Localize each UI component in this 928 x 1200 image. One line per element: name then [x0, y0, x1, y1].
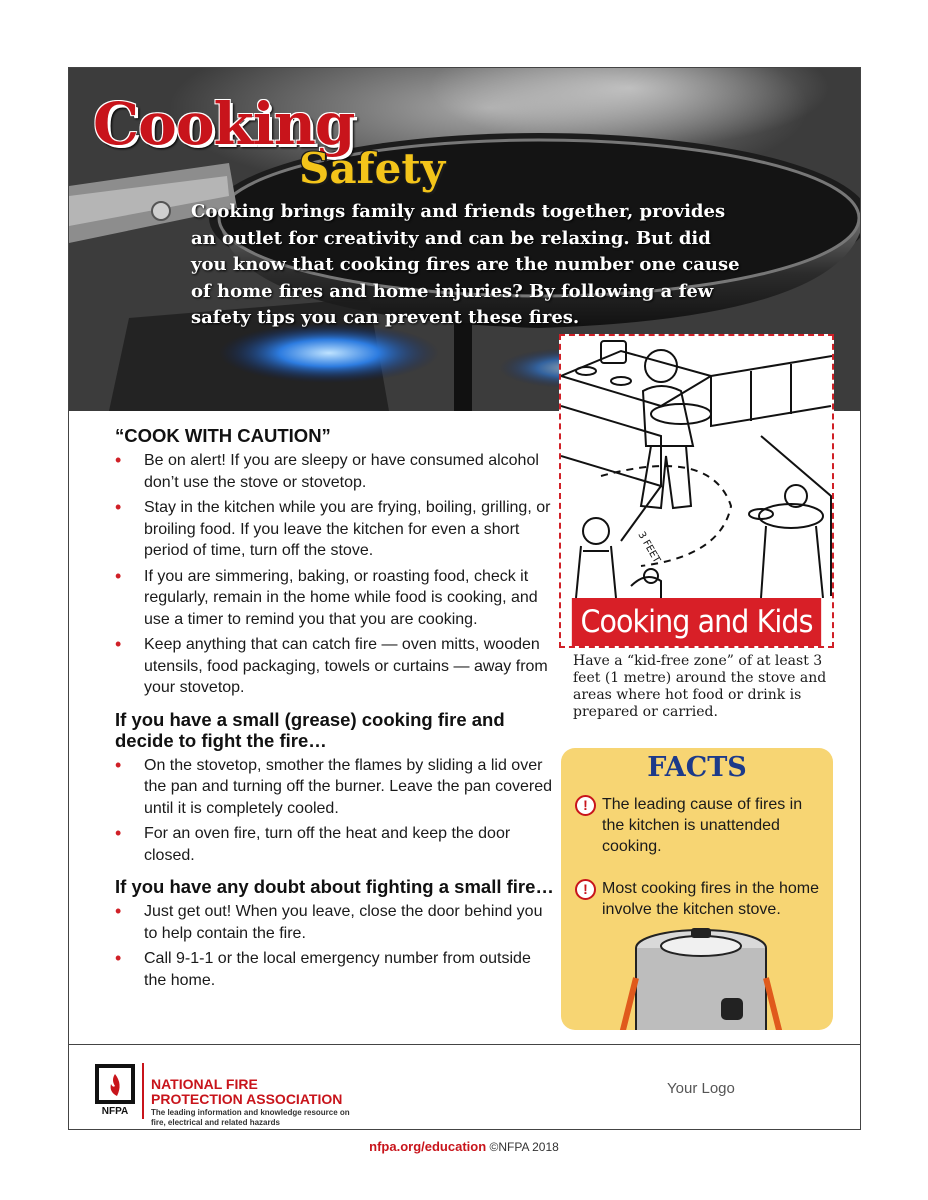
fact-item — [575, 794, 823, 857]
org-tagline: The leading information and knowledge resource on fire, electrical and related hazards — [151, 1108, 350, 1127]
grease-fire-list — [115, 755, 555, 867]
list-item: • If you are simmering, baking, or roasting food, check it regularly, remain in the home while food is cooking, and use a timer to remind you that you are cooking. — [115, 566, 555, 631]
title-cooking: Cooking — [93, 90, 355, 158]
nfpa-logo-text: NFPA — [101, 1106, 129, 1116]
list-item: • Be on alert! If you are sleepy or have consumed alcohol don’t use the stove or stovetop. — [115, 450, 555, 493]
copyright: ©NFPA 2018 — [489, 1140, 559, 1154]
footer-divider — [142, 1063, 144, 1119]
kitchen-drawing — [561, 336, 832, 598]
cooking-and-kids-banner: Cooking and Kids — [572, 598, 821, 646]
intro-paragraph: Cooking brings family and friends together, provides an outlet for creativity and can be relaxing. But did you know that cooking fires are the number one cause of home fires and home injuries? By following a few safety tips you can prevent these fires. — [191, 201, 740, 328]
section-heading-grease-fire: If you have a small (grease) cooking fire and decide to fight the fire… — [115, 708, 505, 751]
fact-item — [575, 878, 823, 920]
list-item: • Just get out! When you leave, close the door behind you to help contain the fire. — [115, 901, 555, 944]
your-logo-placeholder: Your Logo — [667, 1080, 735, 1097]
exclamation-icon: ! — [575, 879, 596, 900]
list-item: • On the stovetop, smother the flames by sliding a lid over the pan and turning off the burner. Leave the pan covered until it is completely cooled. — [115, 755, 555, 820]
footer — [69, 1044, 861, 1130]
caution-list — [115, 450, 555, 699]
fact-text: The leading cause of fires in the kitchen is unattended cooking. — [602, 796, 803, 855]
title-safety: Safety — [299, 144, 446, 193]
distance-label: 3 FEET — [635, 530, 662, 565]
bottom-credit — [0, 1139, 928, 1154]
website-link[interactable]: nfpa.org/education — [369, 1139, 487, 1154]
cooking-and-kids-illustration — [559, 334, 834, 648]
facts-title: FACTS — [647, 752, 747, 783]
section-heading-doubt: If you have any doubt about fighting a small fire… — [115, 876, 554, 897]
list-item: • Call 9-1-1 or the local emergency number from outside the home. — [115, 948, 555, 991]
doubt-list — [115, 901, 555, 991]
nfpa-logo — [95, 1064, 135, 1116]
main-content — [115, 425, 555, 995]
section-heading-caution: “COOK WITH CAUTION” — [115, 425, 331, 446]
stove-pot-illustration — [611, 918, 791, 1030]
facts-panel — [561, 748, 833, 1030]
fact-text: Most cooking fires in the home involve the kitchen stove. — [602, 880, 819, 918]
org-name: NATIONAL FIRE PROTECTION ASSOCIATION — [151, 1076, 343, 1107]
exclamation-icon: ! — [575, 795, 596, 816]
flyer-page — [68, 67, 861, 1130]
list-item: • Keep anything that can catch fire — oven mitts, wooden utensils, food packaging, towels or curtains — away from your stovetop. — [115, 634, 555, 699]
kid-free-zone-text: Have a “kid-free zone” of at least 3 feet (1 metre) around the stove and areas where hot food or drink is prepared or carried. — [573, 653, 827, 720]
list-item: • Stay in the kitchen while you are frying, boiling, grilling, or broiling food. If you leave the kitchen for even a short period of time, turn off the stove. — [115, 497, 555, 562]
list-item: • For an oven fire, turn off the heat and keep the door closed. — [115, 823, 555, 866]
